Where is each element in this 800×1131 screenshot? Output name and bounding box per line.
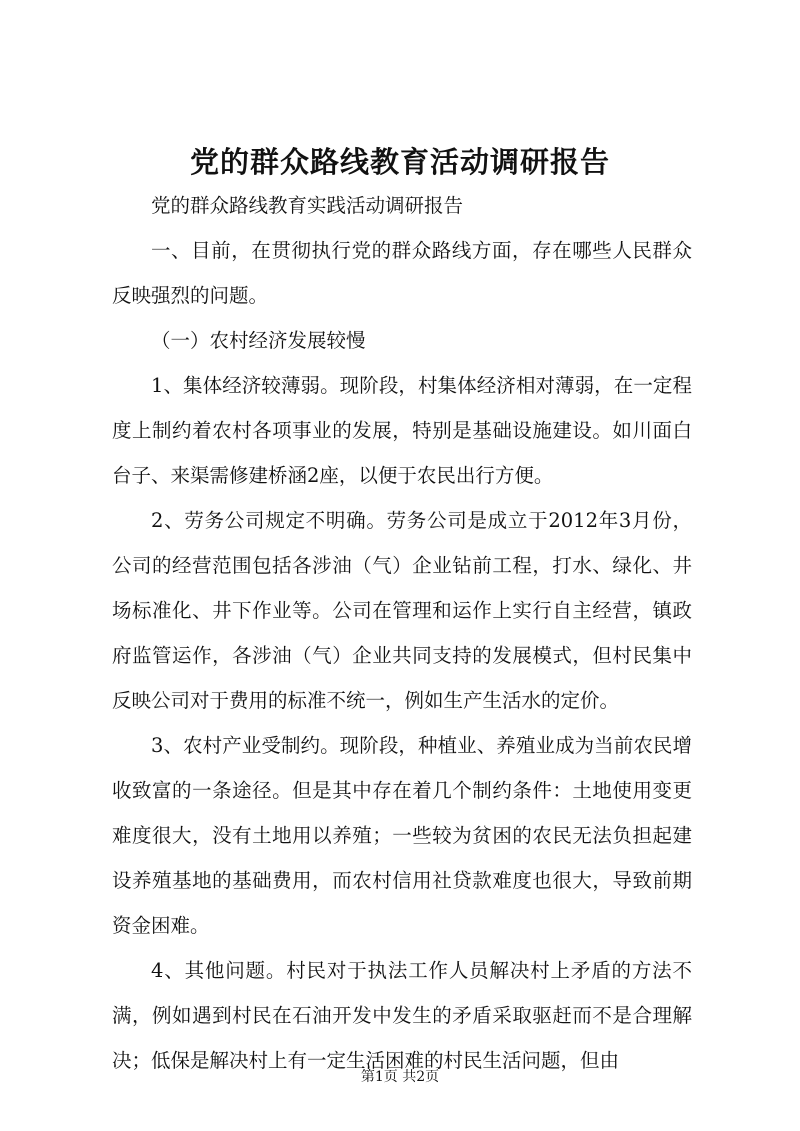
paragraph-item-3: 3、农村产业受制约。现阶段，种植业、养殖业成为当前农民增收致富的一条途径。但是其中存在着几个制约条件：土地使用变更难度很大，没有土地用以养殖；一些较为贫困的农民无法负担起建设养殖基地的基础费用，而农村信用社贷款难度也很大，导致前期资金困难。	[112, 734, 692, 937]
paragraph-item-2: 2、劳务公司规定不明确。劳务公司是成立于2012年3月份，公司的经营范围包括各涉油（气）企业钻前工程，打水、绿化、井场标准化、井下作业等。公司在管理和运作上实行自主经营，镇政府监管运作，各涉油（气）企业共同支持的发展模式，但村民集中反映公司对于费用的标准不统一，例如生产生活水的定价。	[112, 509, 692, 712]
paragraph-item-4: 4、其他问题。村民对于执法工作人员解决村上矛盾的方法不满，例如遇到村民在石油开发中发生的矛盾采取驱赶而不是合理解决；低保是解决村上有一定生活困难的村民生活问题，但由	[112, 959, 692, 1072]
paragraph-section-one: 一、目前，在贯彻执行党的群众路线方面，存在哪些人民群众反映强烈的问题。	[112, 239, 692, 307]
page-number-footer: 第1页 共2页	[360, 1069, 440, 1085]
paragraph-subsection-one: （一）农村经济发展较慢	[151, 329, 366, 352]
paragraph-subtitle: 党的群众路线教育实践活动调研报告	[151, 194, 464, 217]
document-body	[112, 183, 692, 1083]
document-title: 党的群众路线教育活动调研报告	[189, 145, 610, 179]
paragraph-item-1: 1、集体经济较薄弱。现阶段，村集体经济相对薄弱，在一定程度上制约着农村各项事业的发展，特别是基础设施建设。如川面白台子、来渠需修建桥涵2座，以便于农民出行方便。	[112, 374, 692, 487]
